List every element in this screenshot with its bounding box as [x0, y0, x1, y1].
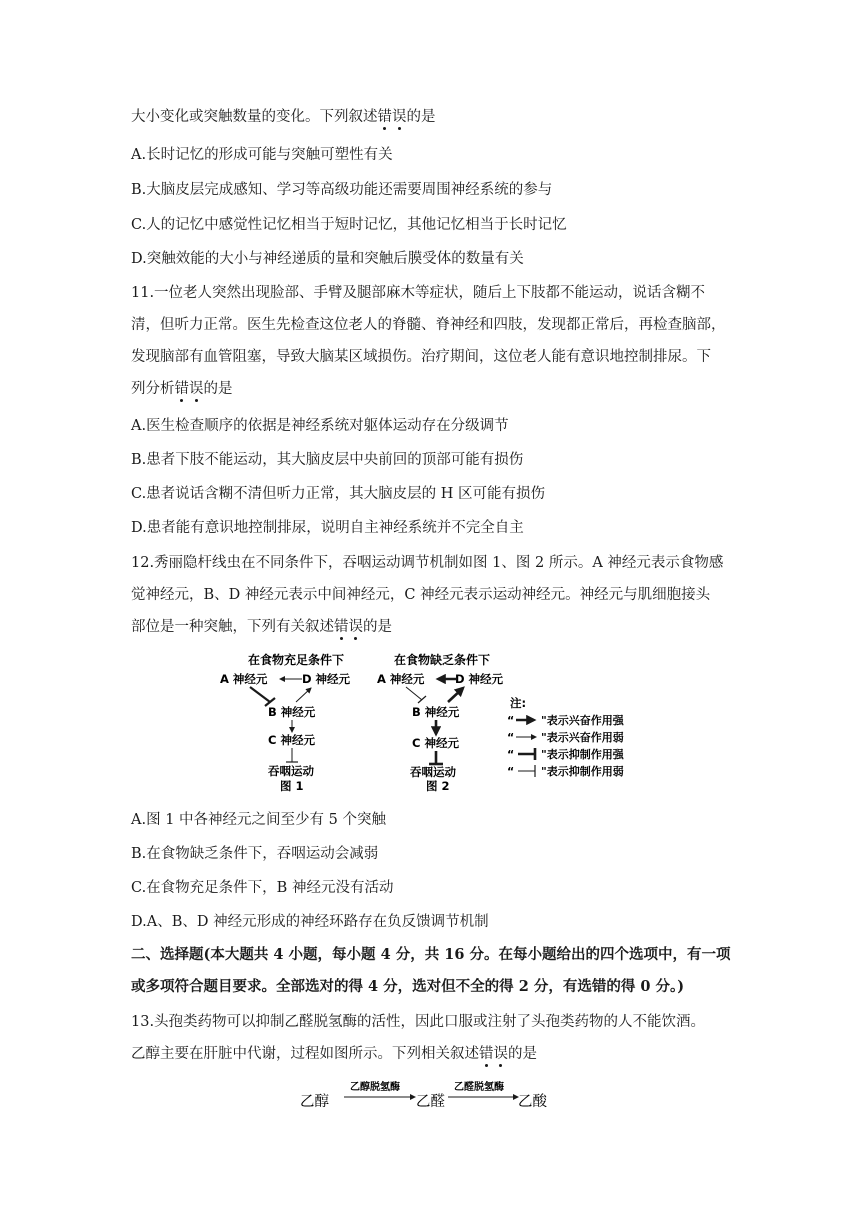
fig1-swallow: 吞咽运动 [268, 764, 314, 778]
q10-option-d: D.突触效能的大小与神经递质的量和突触后膜受体的数量有关 [131, 251, 524, 267]
q12-option-a: A.图 1 中各神经元之间至少有 5 个突触 [131, 812, 386, 828]
pathway-svg [300, 1078, 560, 1114]
q12-stem-line-3: 部位是一种突触，下列有关叙述错误的是 [131, 619, 392, 635]
q10-option-c: C.人的记忆中感觉性记忆相当于短时记忆，其他记忆相当于长时记忆 [131, 217, 567, 233]
fig1-neuron-d: D 神经元 [302, 672, 351, 686]
legend-open-quote-1: “ [507, 714, 515, 727]
q11-stem-line-4: 列分析错误的是 [131, 381, 233, 397]
q11-option-a: A.医生检查顺序的依据是神经系统对躯体运动存在分级调节 [131, 418, 509, 434]
neuron-diagram-svg [220, 650, 650, 800]
q11-option-c: C.患者说话含糊不清但听力正常，其大脑皮层的 H 区可能有损伤 [131, 486, 546, 502]
q11-option-b: B.患者下肢不能运动，其大脑皮层中央前回的顶部可能有损伤 [131, 452, 524, 468]
q12-option-d: D.A、B、D 神经元形成的神经环路存在负反馈调节机制 [131, 914, 489, 930]
fig1-neuron-c: C 神经元 [268, 733, 315, 747]
q11-stem-line-2: 清，但听力正常。医生先检查这位老人的脊髓、脊神经和四肢，发现都正常后，再检查脑部， [131, 317, 726, 333]
fig2-title: 在食物缺乏条件下 [394, 653, 491, 667]
legend-item-3: "表示抑制作用强 [541, 748, 624, 761]
q13-stem-line-2: 乙醇主要在肝脏中代谢，过程如图所示。下列相关叙述错误的是 [131, 1046, 537, 1062]
legend-open-quote-4: “ [507, 765, 515, 778]
figure-1 [220, 652, 351, 793]
q11-stem-line-1: 11.一位老人突然出现脸部、手臂及腿部麻木等症状，随后上下肢都不能运动，说话含糊不 [131, 285, 706, 301]
section-2-header-line-1: 二、选择题(本大题共 4 小题，每小题 4 分，共 16 分。在每小题给出的四个选项中，有一项 [131, 946, 731, 963]
substrate-acetic-acid: 乙酸 [518, 1094, 547, 1110]
legend-item-4: "表示抑制作用弱 [541, 765, 624, 778]
q11-option-d: D.患者能有意识地控制排尿，说明自主神经系统并不完全自主 [131, 520, 524, 536]
enzyme-alcohol-dehydrogenase: 乙醇脱氢酶 [350, 1082, 400, 1093]
fig2-b-to-d-strong-excite [448, 688, 463, 702]
figure-legend [507, 696, 625, 778]
legend-open-quote-2: “ [507, 731, 515, 744]
fig1-a-to-b-strong-inhibit [250, 687, 270, 702]
section-2-header-line-2: 或多项符合题目要求。全部选对的得 4 分，选对但不全的得 2 分，有选错的得 0 分。) [131, 978, 685, 995]
q10-option-a: A.长时记忆的形成可能与突触可塑性有关 [131, 147, 393, 163]
q11-stem-line-3: 发现脑部有血管阻塞，导致大脑某区域损伤。治疗期间，这位老人能有意识地控制排尿。下 [131, 349, 711, 365]
fig2-neuron-c: C 神经元 [412, 736, 459, 750]
fig2-neuron-a: A 神经元 [377, 672, 425, 686]
q12-stem-line-2: 觉神经元，B、D 神经元表示中间神经元，C 神经元表示运动神经元。神经元与肌细胞接头 [131, 587, 711, 603]
fig2-swallow: 吞咽运动 [410, 765, 456, 779]
fig1-b-to-d-weak-excite [296, 688, 311, 702]
question-10-stem-tail: 大小变化或突触数量的变化。下列叙述错误的是 [131, 109, 436, 125]
fig1-neuron-b: B 神经元 [268, 705, 316, 719]
q12-option-b: B.在食物缺乏条件下，吞咽运动会减弱 [131, 846, 379, 862]
ethanol-metabolism-figure [300, 1078, 560, 1118]
q12-option-c: C.在食物充足条件下，B 神经元没有活动 [131, 880, 394, 896]
legend-item-1: "表示兴奋作用强 [541, 714, 624, 727]
fig2-neuron-b: B 神经元 [412, 705, 460, 719]
figure-2 [377, 652, 504, 793]
legend-title: 注: [510, 696, 527, 710]
fig1-neuron-a: A 神经元 [220, 672, 268, 686]
fig2-inhibit-bar-1 [418, 696, 426, 703]
fig2-neuron-d: D 神经元 [455, 672, 504, 686]
q13-stem-line-1: 13.头孢类药物可以抑制乙醛脱氢酶的活性，因此口服或注射了头孢类药物的人不能饮酒。 [131, 1014, 706, 1030]
fig1-caption: 图 1 [280, 779, 304, 793]
enzyme-aldehyde-dehydrogenase: 乙醛脱氢酶 [454, 1082, 504, 1093]
legend-item-2: "表示兴奋作用弱 [541, 731, 624, 744]
fig1-title: 在食物充足条件下 [248, 653, 345, 667]
q12-stem-line-1: 12.秀丽隐杆线虫在不同条件下，吞咽运动调节机制如图 1、图 2 所示。A 神经元表示食物感 [131, 555, 724, 571]
substrate-acetaldehyde: 乙醛 [416, 1094, 445, 1110]
legend-open-quote-3: “ [507, 748, 515, 761]
fig2-caption: 图 2 [426, 779, 450, 793]
q10-option-b: B.大脑皮层完成感知、学习等高级功能还需要周围神经系统的参与 [131, 182, 553, 198]
neuron-regulation-figure [220, 650, 650, 804]
fig2-a-to-b-weak-inhibit [406, 687, 422, 700]
substrate-ethanol: 乙醇 [300, 1094, 329, 1110]
